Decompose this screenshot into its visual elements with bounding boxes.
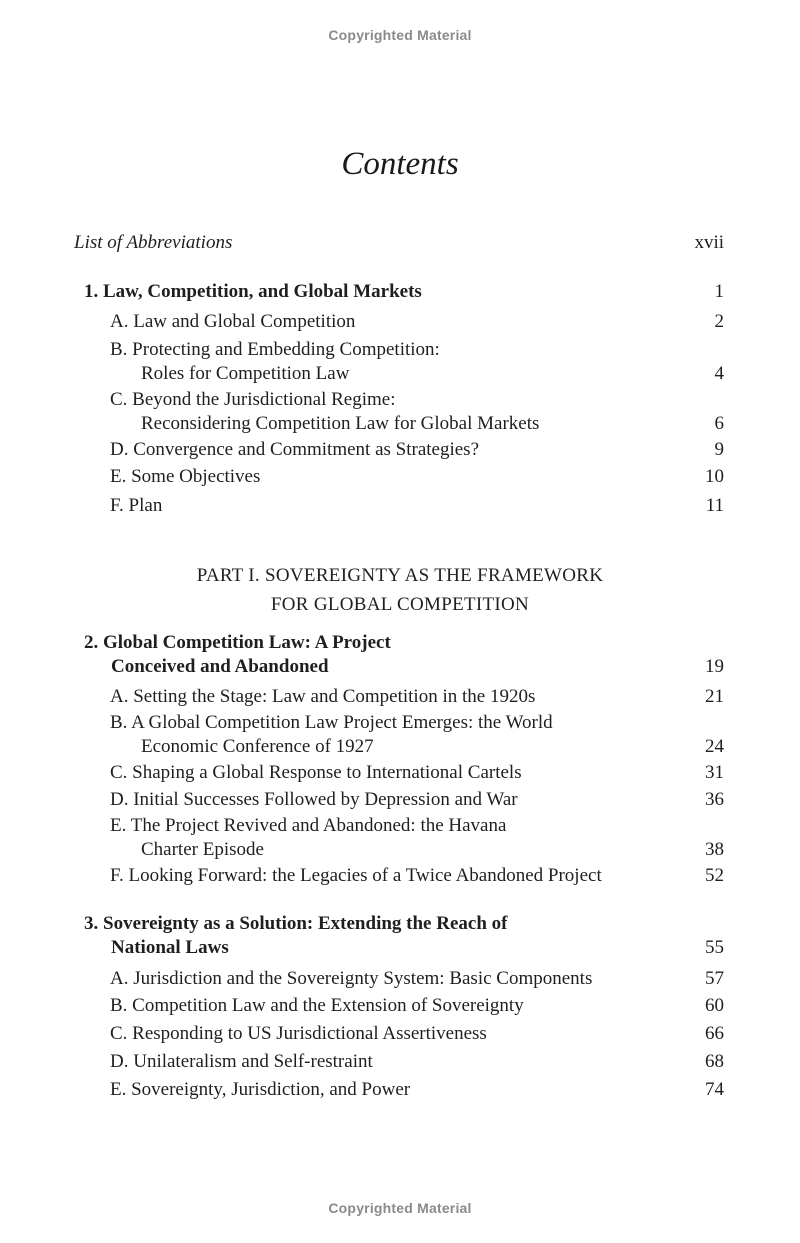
- toc-section-title: D. Initial Successes Followed by Depression and War: [110, 789, 518, 810]
- toc-section-title: B. Protecting and Embedding Competition:: [110, 339, 440, 360]
- toc-chapter-2[interactable]: [0, 630, 800, 656]
- toc-chapter-2-continued[interactable]: [0, 654, 800, 680]
- toc-section-continued[interactable]: [0, 361, 800, 387]
- toc-section[interactable]: [0, 863, 800, 889]
- watermark-bottom: Copyrighted Material: [328, 1200, 472, 1216]
- toc-section[interactable]: [0, 684, 800, 710]
- toc-page-number: 10: [705, 466, 724, 487]
- toc-section-title: E. The Project Revived and Abandoned: the Havana: [110, 815, 507, 836]
- toc-page-number: 36: [705, 789, 724, 810]
- toc-section-title: C. Beyond the Jurisdictional Regime:: [110, 389, 396, 410]
- toc-section-continued[interactable]: [0, 734, 800, 760]
- toc-section[interactable]: [0, 1049, 800, 1075]
- toc-section[interactable]: [0, 993, 800, 1019]
- toc-page-number: 4: [714, 363, 724, 384]
- toc-section-title: A. Law and Global Competition: [110, 311, 356, 332]
- toc-section-title: C. Responding to US Jurisdictional Assertiveness: [110, 1023, 487, 1044]
- toc-section-title-cont: Roles for Competition Law: [141, 363, 350, 384]
- toc-section-title: A. Jurisdiction and the Sovereignty System: Basic Components: [110, 968, 593, 989]
- toc-section-title-cont: Economic Conference of 1927: [141, 736, 374, 757]
- toc-chapter-title-cont: National Laws: [111, 937, 229, 958]
- toc-page-number: 6: [714, 413, 724, 434]
- toc-section[interactable]: [0, 966, 800, 992]
- toc-page-number: 52: [705, 865, 724, 886]
- toc-section[interactable]: [0, 337, 800, 363]
- toc-page-number: 24: [705, 736, 724, 757]
- toc-entry-label: List of Abbreviations: [74, 232, 233, 253]
- toc-page-number: 55: [705, 937, 724, 958]
- toc-section-title: E. Some Objectives: [110, 466, 261, 487]
- toc-section-title: E. Sovereignty, Jurisdiction, and Power: [110, 1079, 411, 1100]
- toc-section-continued[interactable]: [0, 837, 800, 863]
- toc-page-number: 57: [705, 968, 724, 989]
- toc-section[interactable]: [0, 710, 800, 736]
- toc-section-title-cont: Charter Episode: [141, 839, 264, 860]
- toc-section[interactable]: [0, 309, 800, 335]
- toc-page-number: 1: [714, 281, 724, 302]
- toc-chapter-3-continued[interactable]: [0, 935, 800, 961]
- toc-page-number: 2: [714, 311, 724, 332]
- toc-section[interactable]: [0, 760, 800, 786]
- toc-page-number: 60: [705, 995, 724, 1016]
- toc-page-number: 21: [705, 686, 724, 707]
- watermark-top: Copyrighted Material: [328, 27, 472, 43]
- toc-section[interactable]: [0, 787, 800, 813]
- toc-section-title: D. Unilateralism and Self-restraint: [110, 1051, 373, 1072]
- toc-page-number: 38: [705, 839, 724, 860]
- toc-section[interactable]: [0, 1021, 800, 1047]
- toc-page-number: 74: [705, 1079, 724, 1100]
- toc-page-number: 66: [705, 1023, 724, 1044]
- toc-section-title: D. Convergence and Commitment as Strategies?: [110, 439, 480, 460]
- toc-page-number: 11: [705, 495, 724, 516]
- toc-section-title: A. Setting the Stage: Law and Competition in the 1920s: [110, 686, 536, 707]
- toc-page-number: 31: [705, 762, 724, 783]
- page-title: Contents: [341, 146, 459, 182]
- toc-section-title: B. Competition Law and the Extension of Sovereignty: [110, 995, 524, 1016]
- toc-section-title: F. Plan: [110, 495, 163, 516]
- toc-section[interactable]: [0, 387, 800, 413]
- toc-section-title: C. Shaping a Global Response to International Cartels: [110, 762, 522, 783]
- toc-section[interactable]: [0, 813, 800, 839]
- toc-section-title: F. Looking Forward: the Legacies of a Twice Abandoned Project: [110, 865, 602, 886]
- toc-chapter-title: 3. Sovereignty as a Solution: Extending the Reach of: [84, 913, 508, 934]
- toc-chapter-3[interactable]: [0, 911, 800, 937]
- toc-section-continued[interactable]: [0, 411, 800, 437]
- toc-page-number: 9: [714, 439, 724, 460]
- toc-section[interactable]: [0, 464, 800, 490]
- part-heading-line-1: PART I. SOVEREIGNTY AS THE FRAMEWORK: [196, 565, 604, 586]
- toc-chapter-title: 2. Global Competition Law: A Project: [84, 632, 391, 653]
- toc-section[interactable]: [0, 493, 800, 519]
- toc-section-title-cont: Reconsidering Competition Law for Global Markets: [141, 413, 540, 434]
- toc-page-number: 68: [705, 1051, 724, 1072]
- part-heading-line-2: FOR GLOBAL COMPETITION: [270, 594, 530, 615]
- toc-section[interactable]: [0, 1077, 800, 1103]
- toc-section[interactable]: [0, 437, 800, 463]
- toc-page-number: 19: [705, 656, 724, 677]
- toc-chapter-1[interactable]: [0, 279, 800, 305]
- toc-chapter-title-cont: Conceived and Abandoned: [111, 656, 329, 677]
- toc-page-number: xvii: [694, 232, 724, 253]
- toc-chapter-title: 1. Law, Competition, and Global Markets: [84, 281, 422, 302]
- toc-section-title: B. A Global Competition Law Project Emerges: the World: [110, 712, 553, 733]
- toc-entry-abbreviations[interactable]: [0, 230, 800, 256]
